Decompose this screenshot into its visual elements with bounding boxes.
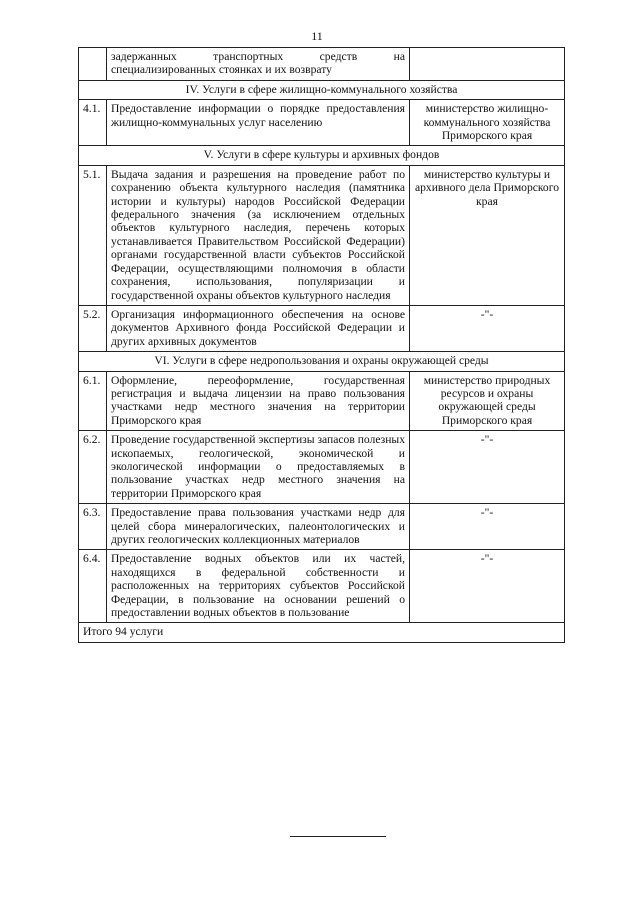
item-number: 4.1. [79,100,107,146]
total-count: Итого 94 услуги [79,623,565,642]
responsible-ministry: министерство жилищно-коммунального хозяйства Приморского края [410,100,565,146]
item-number: 6.1. [79,371,107,431]
table-row [79,371,565,431]
responsible-ministry: -"- [410,504,565,550]
item-number: 6.4. [79,550,107,623]
table-row [79,48,565,81]
service-name: Оформление, переоформление, государственная регистрация и выдача лицензии на право пользования участками недр местного значения на территории Приморского края [107,371,410,431]
section-title: VI. Услуги в сфере недропользования и охраны окружающей среды [79,352,565,371]
service-name: Предоставление водных объектов или их частей, находящихся в федеральной собственности и расположенных на территориях субъектов Российской Федерации, в пользование на основании решений о предоставлении водных объектов в пользование [107,550,410,623]
table-row [79,431,565,504]
page-number: 11 [311,29,323,43]
section-title: V. Услуги в сфере культуры и архивных фондов [79,146,565,165]
services-table [78,47,565,643]
service-name: задержанных транспортных средств на специализированных стоянках и их возврату [107,48,410,81]
responsible-ministry: -"- [410,431,565,504]
responsible-ministry: министерство природных ресурсов и охраны окружающей среды Приморского края [410,371,565,431]
table-row [79,504,565,550]
responsible-ministry: -"- [410,550,565,623]
service-name: Проведение государственной экспертизы запасов полезных ископаемых, геологической, экономической и экологической информации о предоставляемых в пользование участках недр местного значения на территории Приморского края [107,431,410,504]
item-number: 5.2. [79,305,107,351]
table-row [79,305,565,351]
responsible-ministry: -"- [410,305,565,351]
item-number: 6.2. [79,431,107,504]
table-row [79,550,565,623]
section-row [79,146,565,165]
service-name: Предоставление информации о порядке предоставления жилищно-коммунальных услуг населению [107,100,410,146]
service-name: Выдача задания и разрешения на проведение работ по сохранению объекта культурного наследия (памятника истории и культуры) народов Российской Федерации федерального значения (за исключением отдельных объектов культурного наследия, перечень которых устанавливается Правительством Российской Федерации) органами государственной власти субъектов Российской Федерации, осуществляющими полномочия в области сохранения, использования, популяризации и государственной охраны объектов культурного наследия [107,165,410,305]
section-row [79,80,565,99]
service-name: Организация информационного обеспечения на основе документов Архивного фонда Российской Федерации и других архивных документов [107,305,410,351]
item-number: 6.3. [79,504,107,550]
responsible-ministry: министерство культуры и архивного дела Приморского края [410,165,565,305]
total-row [79,623,565,642]
item-number [79,48,107,81]
item-number: 5.1. [79,165,107,305]
table-row [79,165,565,305]
services-table-body [79,48,565,643]
section-title: IV. Услуги в сфере жилищно-коммунального хозяйства [79,80,565,99]
section-row [79,352,565,371]
footer-divider [290,836,386,837]
responsible-ministry [410,48,565,81]
table-row [79,100,565,146]
service-name: Предоставление права пользования участками недр для целей сбора минералогических, палеонтологических и других геологических коллекционных материалов [107,504,410,550]
